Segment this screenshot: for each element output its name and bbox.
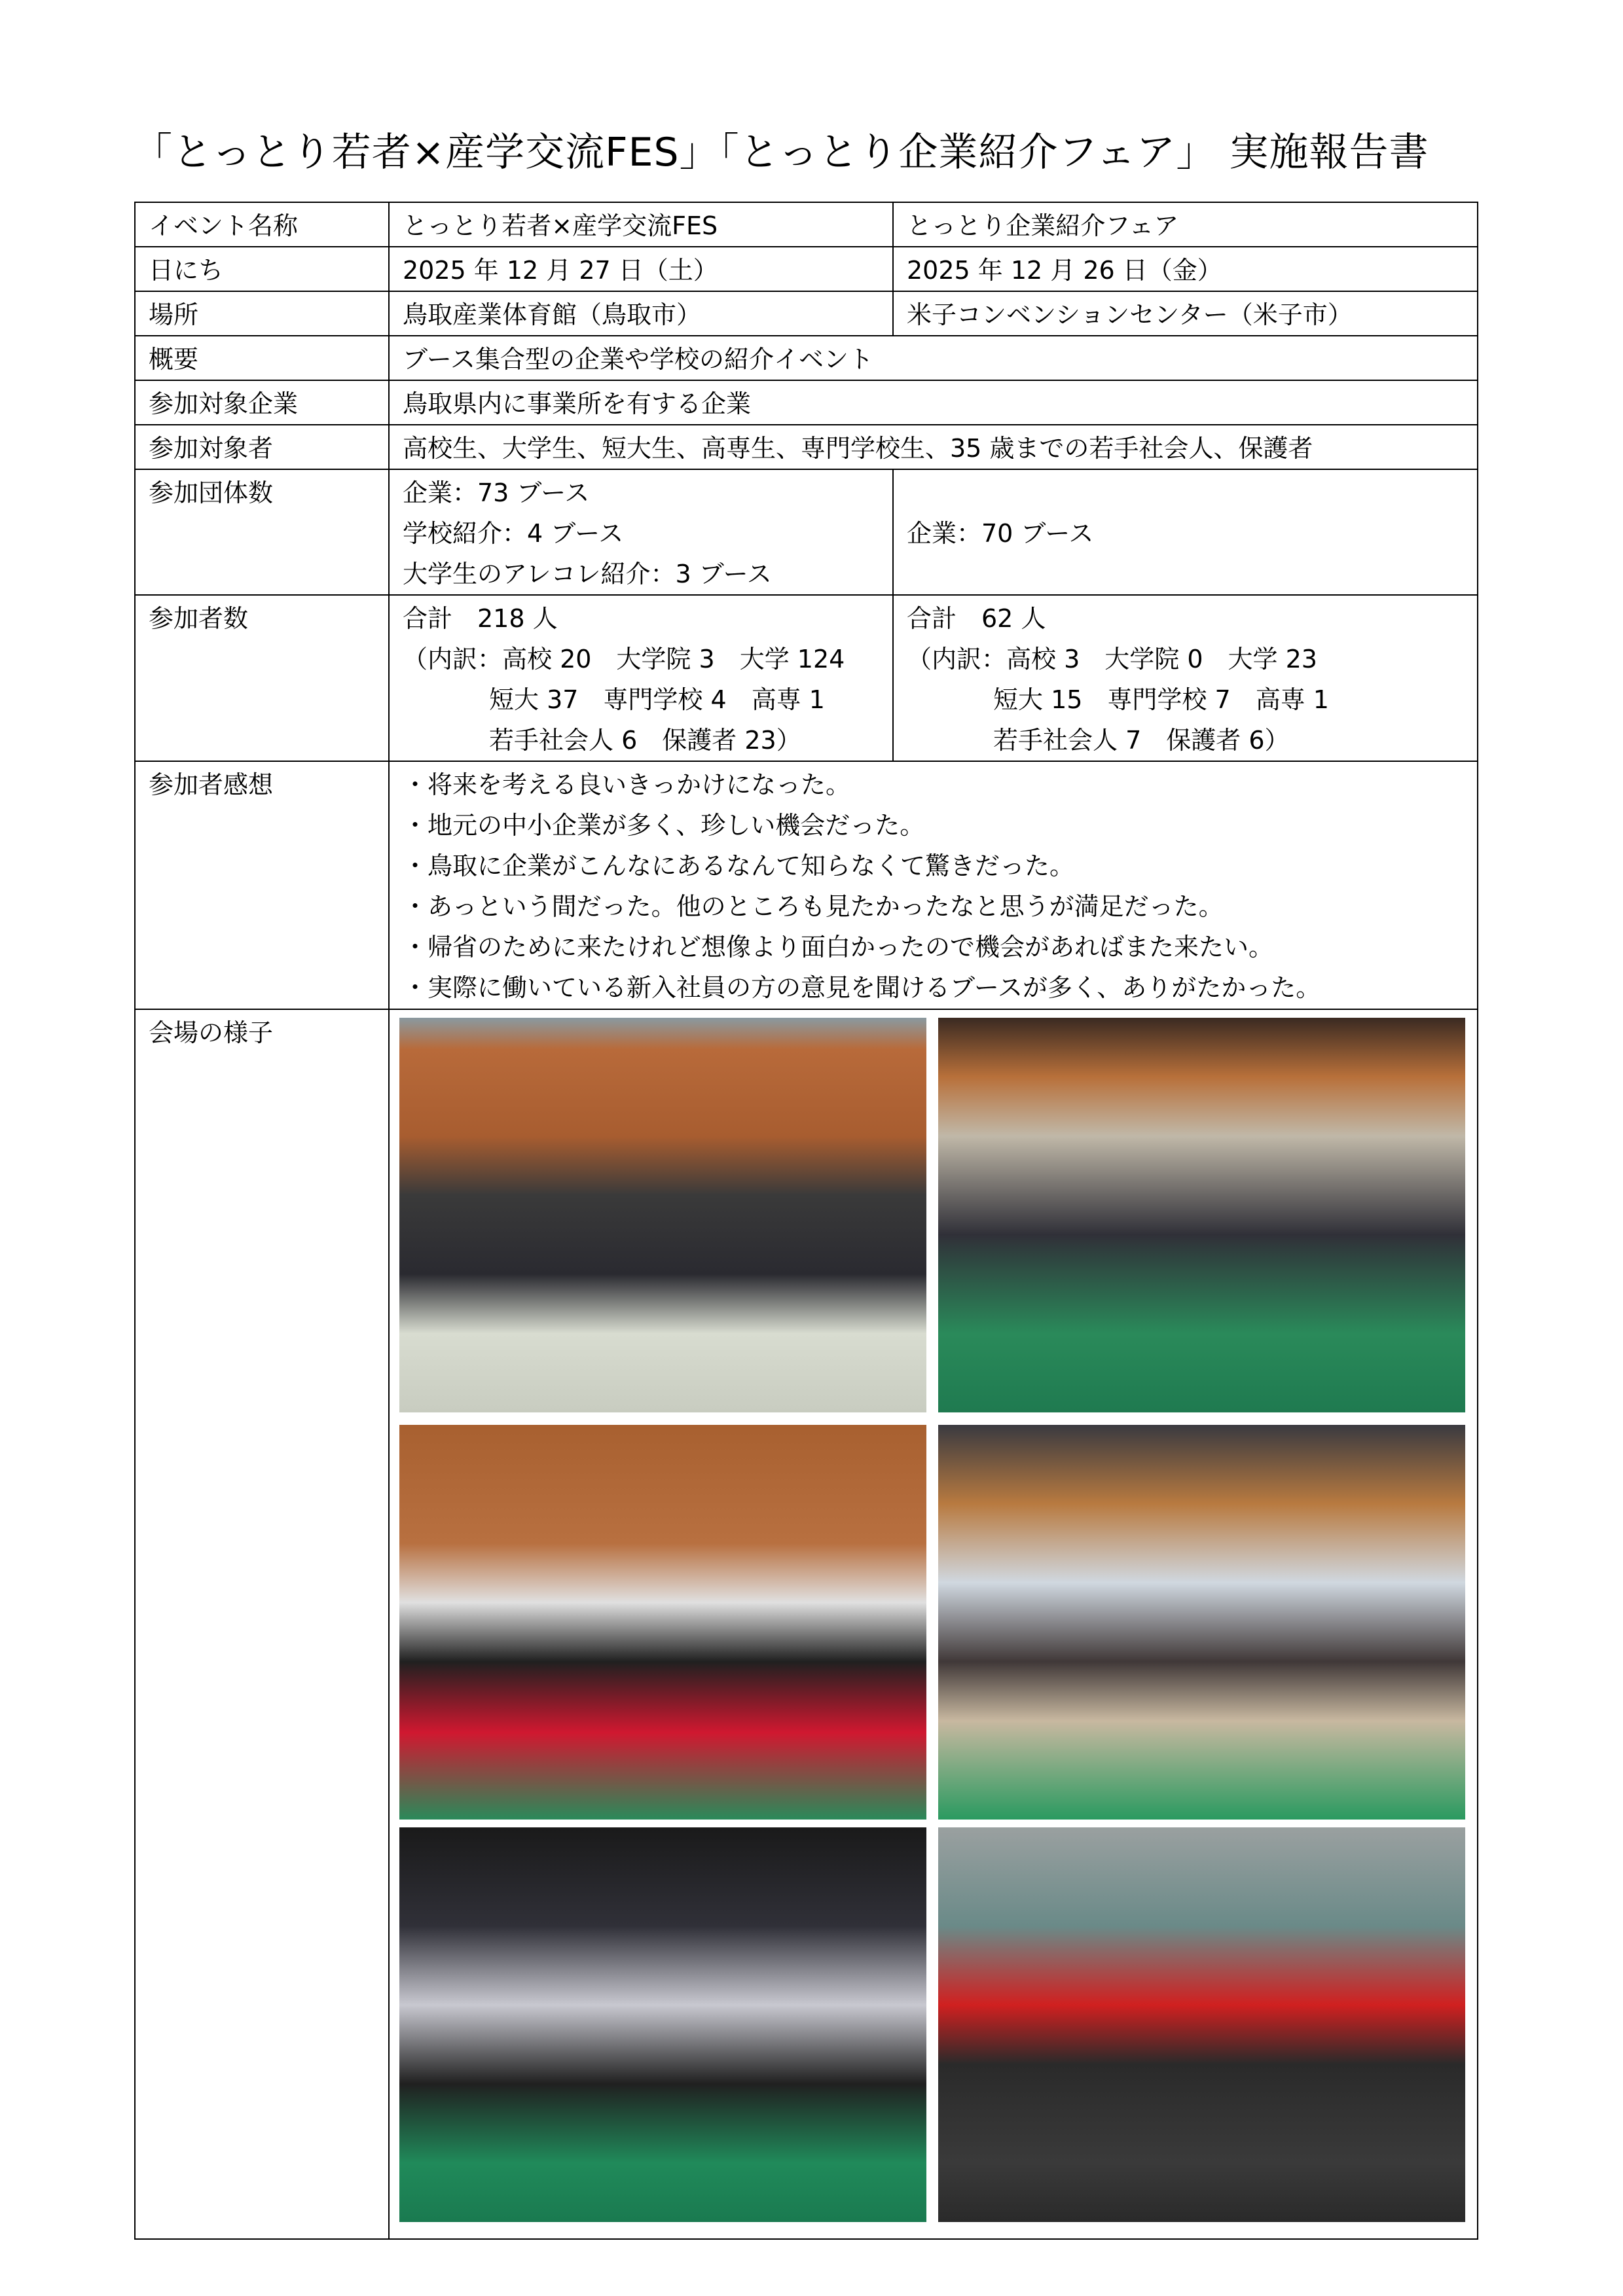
impression-item: ・将来を考える良いきっかけになった。 (403, 770, 851, 799)
row-target-companies (135, 380, 1478, 425)
fair-groups: 企業：70 ブース (893, 469, 1478, 595)
label-overview: 概要 (135, 336, 389, 380)
impression-item: ・実際に働いている新入社員の方の意見を聞けるブースが多く、ありがたかった。 (403, 973, 1321, 1002)
venue-photo (938, 1018, 1465, 1412)
fes-groups-line: 大学生のアレコレ紹介：3 ブース (403, 560, 772, 588)
venue-photo (399, 1425, 926, 1820)
impression-item: ・地元の中小企業が多く、珍しい機会だった。 (403, 811, 925, 840)
impression-item: ・あっという間だった。他のところも見たかったなと思うが満足だった。 (403, 892, 1224, 921)
target-participants-value: 高校生、大学生、短大生、高専生、専門学校生、35 歳までの若手社会人、保護者 (389, 425, 1478, 469)
fair-attendees-breakdown: 若手社会人 7 保護者 6） (993, 726, 1290, 755)
venue-photo (399, 1018, 926, 1412)
fes-date: 2025 年 12 月 27 日（土） (389, 247, 893, 291)
label-venue: 場所 (135, 291, 389, 336)
fes-venue: 鳥取産業体育館（鳥取市） (389, 291, 893, 336)
impression-item: ・鳥取に企業がこんなにあるなんて知らなくて驚きだった。 (403, 852, 1075, 880)
report-table (134, 202, 1478, 2240)
row-groups (135, 469, 1478, 595)
page-title: 「とっとり若者×産学交流FES」「とっとり企業紹介フェア」 実施報告書 (133, 130, 1429, 175)
row-date (135, 247, 1478, 291)
fair-venue: 米子コンベンションセンター（米子市） (893, 291, 1478, 336)
label-target-participants: 参加対象者 (135, 425, 389, 469)
fes-event-name: とっとり若者×産学交流FES (389, 202, 893, 247)
fair-date: 2025 年 12 月 26 日（金） (893, 247, 1478, 291)
row-venue (135, 291, 1478, 336)
fes-groups-line: 企業：73 ブース (403, 478, 590, 507)
fair-attendees (893, 595, 1478, 761)
overview-value: ブース集合型の企業や学校の紹介イベント (389, 336, 1478, 380)
row-target-participants (135, 425, 1478, 469)
target-companies-value: 鳥取県内に事業所を有する企業 (389, 380, 1478, 425)
fes-attendees-breakdown: 若手社会人 6 保護者 23） (489, 726, 801, 755)
impressions-list (389, 761, 1478, 1009)
venue-photos (389, 1009, 1478, 2239)
fair-attendees-breakdown: （内訳：高校 3 大学院 0 大学 23 (907, 645, 1317, 673)
fes-attendees-breakdown: （内訳：高校 20 大学院 3 大学 124 (403, 645, 845, 673)
fes-attendees-breakdown: 短大 37 専門学校 4 高専 1 (489, 685, 825, 714)
fes-groups-line: 学校紹介：4 ブース (403, 519, 624, 548)
impression-item: ・帰省のために来たけれど想像より面白かったので機会があればまた来たい。 (403, 933, 1274, 961)
label-event-name: イベント名称 (135, 202, 389, 247)
label-groups: 参加団体数 (135, 469, 389, 595)
row-event-name (135, 202, 1478, 247)
row-overview (135, 336, 1478, 380)
venue-photo (938, 1827, 1465, 2222)
fair-attendees-breakdown: 短大 15 専門学校 7 高専 1 (993, 685, 1329, 714)
label-attendees: 参加者数 (135, 595, 389, 761)
venue-photo (399, 1827, 926, 2222)
label-date: 日にち (135, 247, 389, 291)
label-impressions: 参加者感想 (135, 761, 389, 1009)
fes-groups (389, 469, 893, 595)
venue-photo (938, 1425, 1465, 1820)
row-venue-photos (135, 1009, 1478, 2239)
label-venue-photos: 会場の様子 (135, 1009, 389, 2239)
row-impressions (135, 761, 1478, 1009)
fes-attendees (389, 595, 893, 761)
fair-attendees-total: 合計 62 人 (907, 604, 1046, 633)
fes-attendees-total: 合計 218 人 (403, 604, 558, 633)
fair-event-name: とっとり企業紹介フェア (893, 202, 1478, 247)
label-target-companies: 参加対象企業 (135, 380, 389, 425)
row-attendees (135, 595, 1478, 761)
